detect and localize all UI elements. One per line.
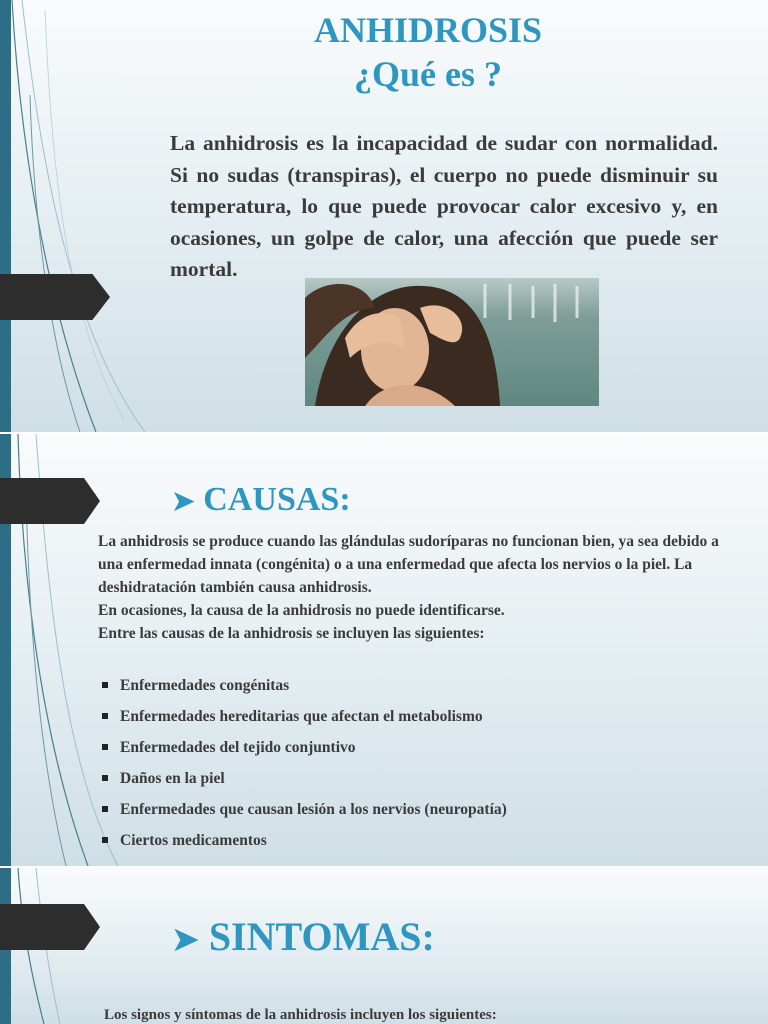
- symptoms-heading-text: SINTOMAS:: [208, 914, 435, 959]
- slide-3: [0, 868, 768, 1024]
- causes-paragraph: En ocasiones, la causa de la anhidrosis no puede identificarse.: [98, 602, 505, 619]
- list-item: Daños en la piel: [100, 767, 507, 798]
- decorative-swirl-lines: [0, 0, 160, 432]
- arrow-right-icon: ➤: [172, 921, 199, 957]
- symptoms-heading: [172, 914, 435, 962]
- causes-body: [98, 530, 728, 645]
- list-item: Ciertos medicamentos: [100, 829, 507, 860]
- slide-tab-marker: [0, 904, 100, 950]
- list-item: Enfermedades congénitas: [100, 674, 507, 705]
- slide-tab-marker: [0, 478, 100, 524]
- subtitle-text: ¿Qué es ?: [354, 54, 502, 94]
- symptoms-intro: Los signos y síntomas de la anhidrosis incluyen los siguientes:: [104, 1007, 497, 1023]
- slide-1: [0, 0, 768, 432]
- definition-paragraph: La anhidrosis es la incapacidad de sudar con normalidad. Si no sudas (transpiras), el cuerpo no puede disminuir su temperatura, lo que puede provocar calor excesivo y, en ocasiones, un golpe de calor, una afección que puede ser mortal.: [170, 131, 718, 281]
- arrow-right-icon: ➤: [172, 486, 195, 516]
- title-text: ANHIDROSIS: [313, 10, 543, 50]
- causes-heading-text: CAUSAS:: [203, 481, 351, 518]
- list-item: Enfermedades que causan lesión a los nervios (neuropatía): [100, 798, 507, 829]
- causes-list: [100, 674, 507, 860]
- causes-paragraph: Entre las causas de la anhidrosis se incluyen las siguientes:: [98, 625, 485, 642]
- slide-tab-marker: [0, 274, 110, 320]
- list-item: Enfermedades hereditarias que afectan el metabolismo: [100, 705, 507, 736]
- woman-heat-photo: [305, 278, 599, 406]
- causes-heading: [172, 480, 351, 521]
- slide-2: [0, 434, 768, 866]
- slide-title: [200, 8, 656, 96]
- causes-paragraph: La anhidrosis se produce cuando las glándulas sudoríparas no funcionan bien, ya sea debido a una enfermedad innata (congénita) o a una enfermedad que afecta los nervios o la piel. La deshidratación también causa anhidrosis.: [98, 533, 719, 596]
- list-item: Enfermedades del tejido conjuntivo: [100, 736, 507, 767]
